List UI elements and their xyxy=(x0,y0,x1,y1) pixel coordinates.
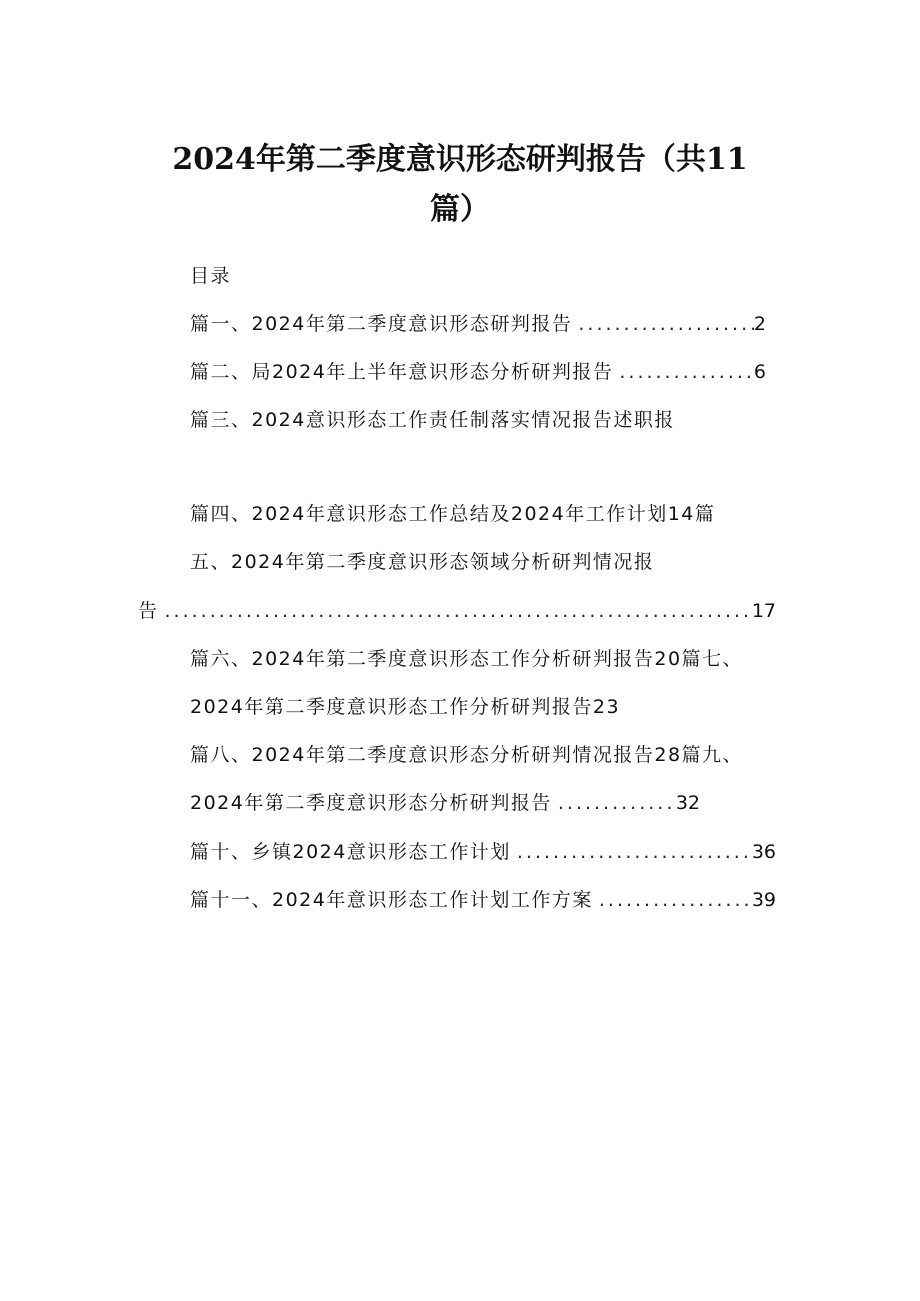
document-title-line-1: 2024年第二季度意识形态研判报告（共11 xyxy=(172,142,748,177)
toc-entry-page: 6 xyxy=(753,361,766,383)
toc-entry-page: 36 xyxy=(751,841,776,863)
toc-entry-text: 2024年第二季度意识形态分析研判报告 xyxy=(190,792,552,814)
toc-entry-9[interactable] xyxy=(190,791,700,815)
toc-entry-7[interactable]: 2024年第二季度意识形态工作分析研判报告23 xyxy=(190,696,621,718)
toc-entry-4[interactable]: 篇四、2024年意识形态工作总结及2024年工作计划14篇 xyxy=(190,503,716,525)
toc-entry-page: 17 xyxy=(751,600,776,622)
toc-leader-dots xyxy=(552,791,676,815)
toc-heading: 目录 xyxy=(190,265,232,287)
toc-leader-dots xyxy=(613,360,754,384)
toc-entry-10[interactable] xyxy=(190,840,776,864)
toc-entry-text: 篇一、2024年第二季度意识形态研判报告 xyxy=(190,313,573,335)
toc-entry-text: 篇十一、2024年意识形态工作计划工作方案 xyxy=(190,889,593,911)
toc-entry-page: 39 xyxy=(751,889,776,911)
toc-entry-1[interactable] xyxy=(190,312,766,336)
toc-leader-dots xyxy=(593,888,752,912)
toc-entry-5[interactable]: 五、2024年第二季度意识形态领域分析研判情况报 xyxy=(190,551,655,573)
toc-entry-text: 篇二、局2024年上半年意识形态分析研判报告 xyxy=(190,361,614,383)
toc-entry-text: 篇十、乡镇2024意识形态工作计划 xyxy=(190,841,511,863)
toc-entry-2[interactable] xyxy=(190,360,766,384)
toc-entry-6[interactable]: 篇六、2024年第二季度意识形态工作分析研判报告20篇七、 xyxy=(190,648,744,670)
toc-leader-dots xyxy=(572,312,754,336)
toc-entry-8[interactable]: 篇八、2024年第二季度意识形态分析研判情况报告28篇九、 xyxy=(190,744,744,766)
toc-entry-3[interactable]: 篇三、2024意识形态工作责任制落实情况报告述职报 xyxy=(190,409,675,431)
toc-entry-page: 32 xyxy=(675,792,700,814)
toc-entry-page: 2 xyxy=(753,313,766,335)
toc-leader-dots xyxy=(511,840,752,864)
toc-entry-5-continued[interactable] xyxy=(138,599,776,623)
toc-leader-dots xyxy=(159,599,752,623)
document-title-line-2: 篇） xyxy=(430,192,490,227)
toc-entry-11[interactable] xyxy=(190,888,776,912)
toc-entry-text: 告 xyxy=(138,600,159,622)
